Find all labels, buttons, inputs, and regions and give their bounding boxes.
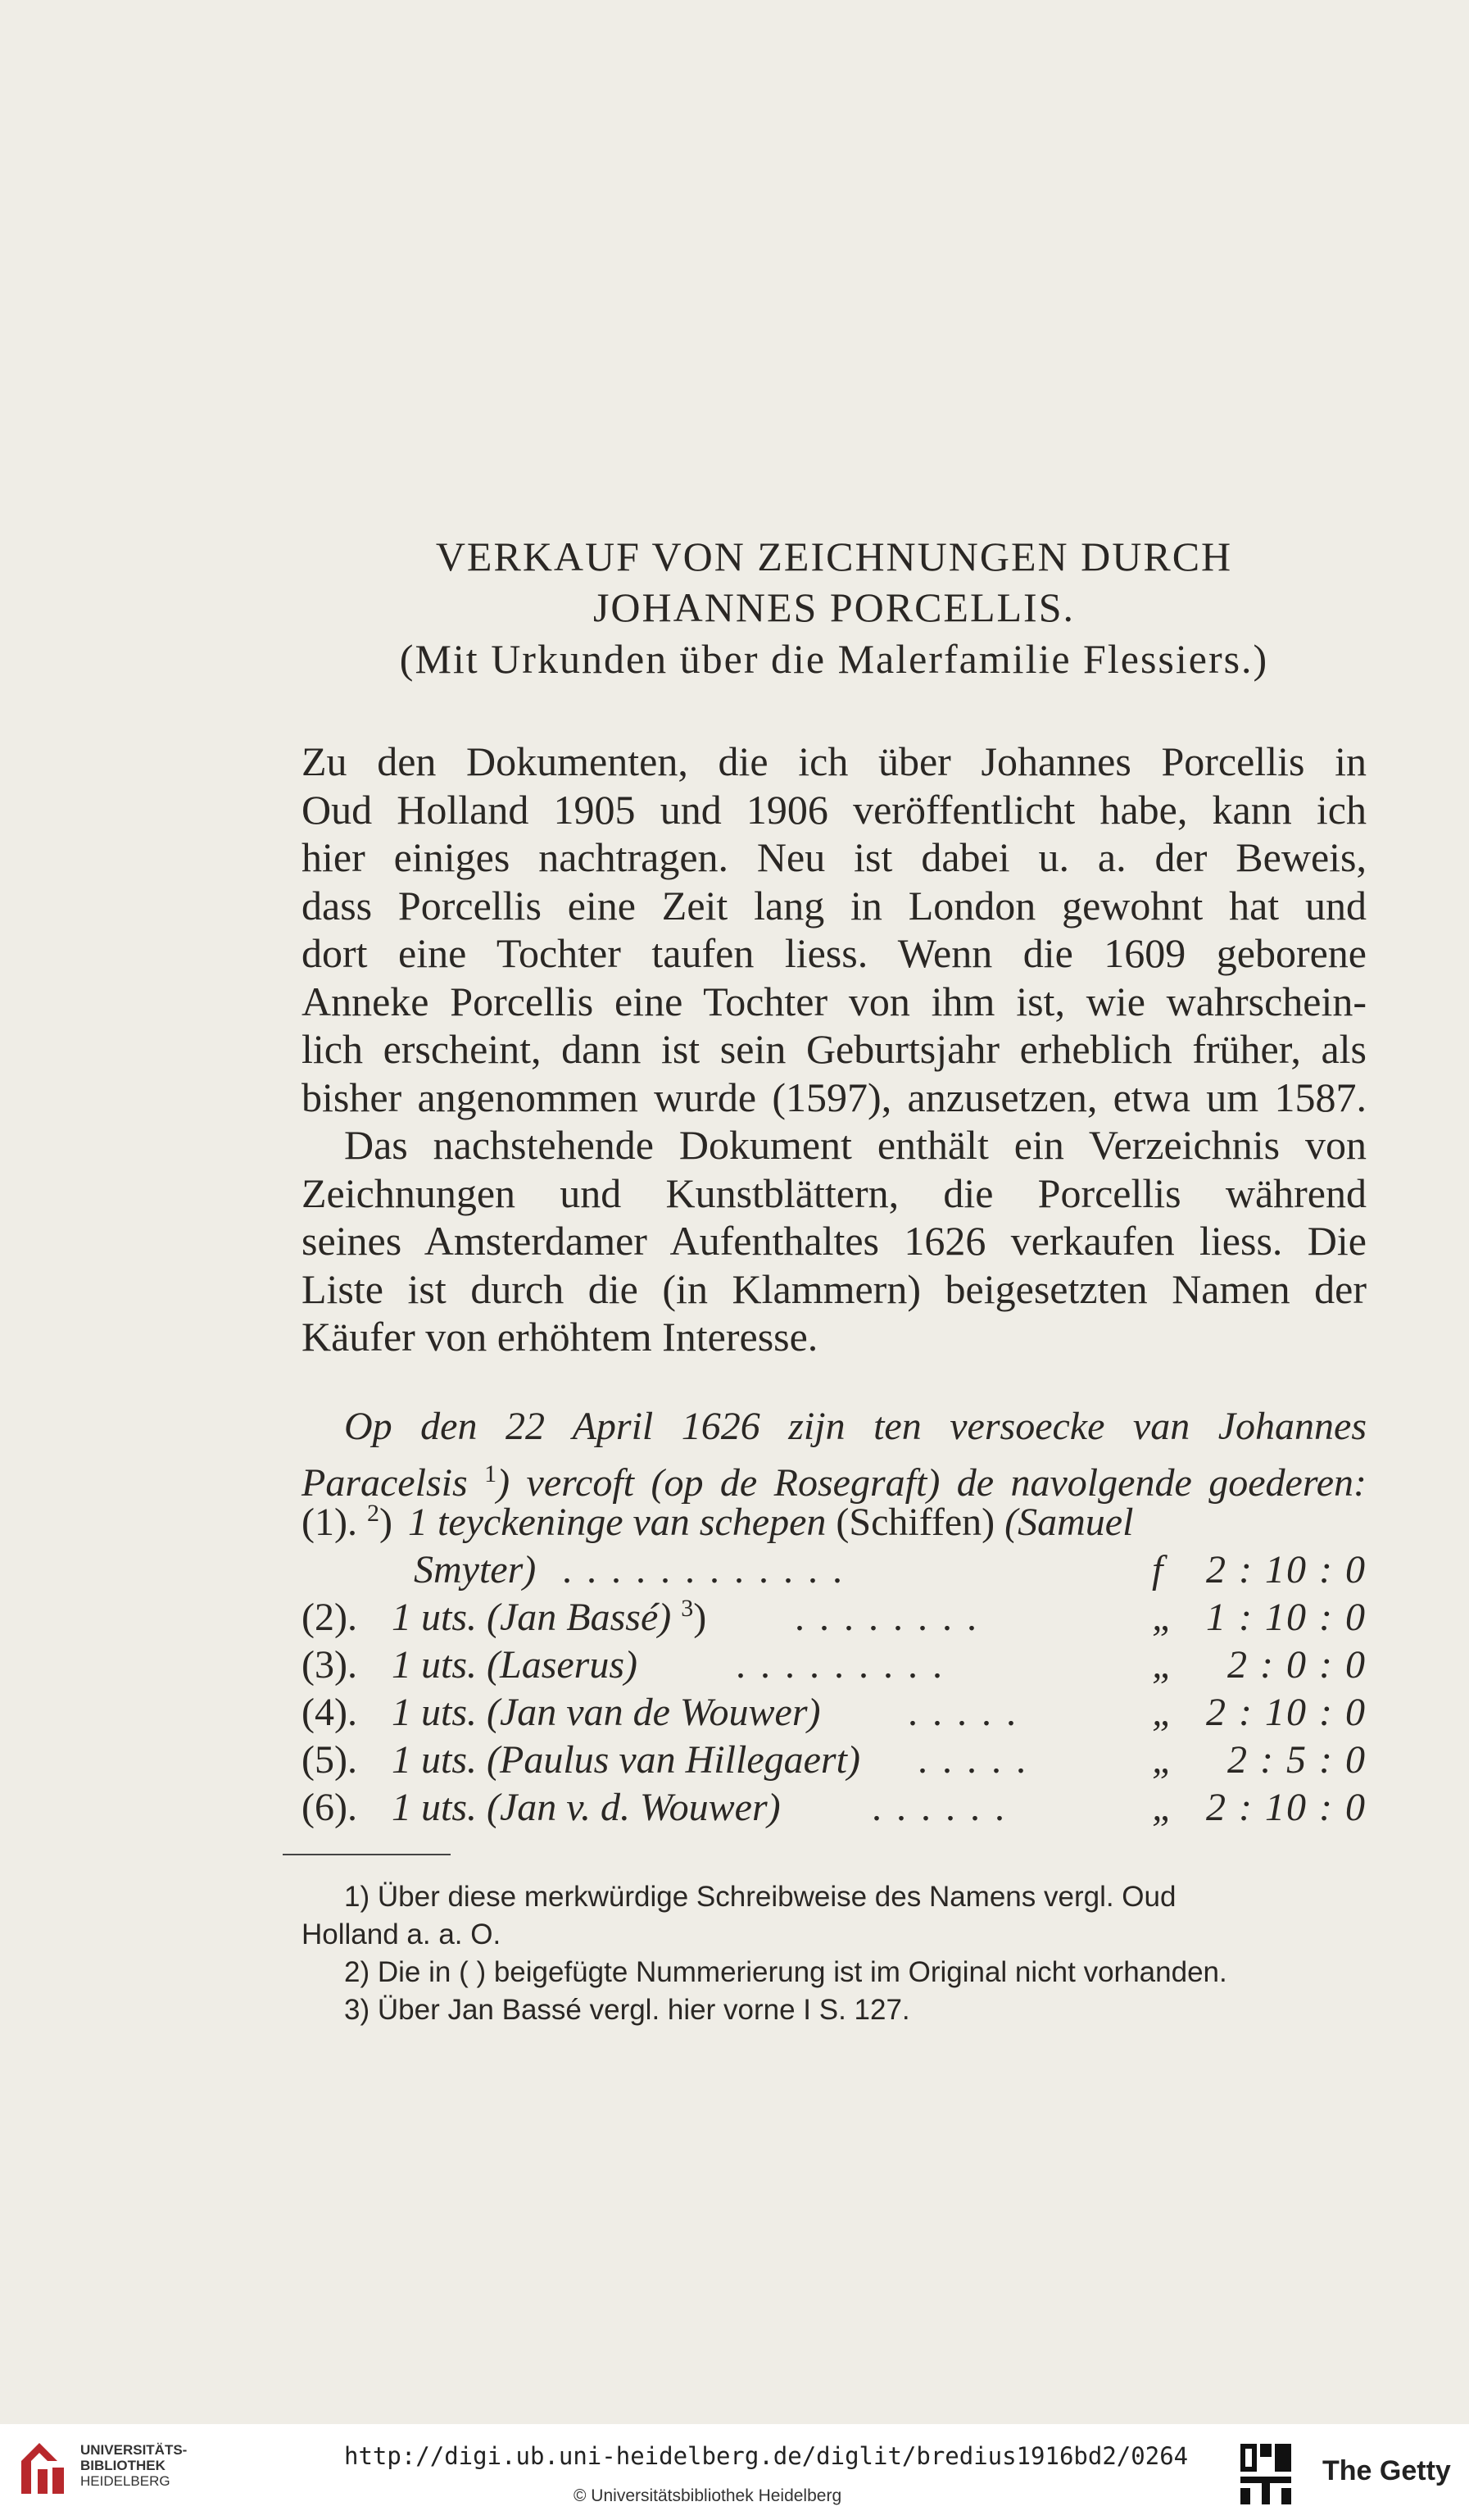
- item-number: (4).: [302, 1691, 357, 1734]
- item-number: (1). $^2$): [302, 1500, 392, 1544]
- list-item: [302, 1690, 1367, 1737]
- source-url-link[interactable]: http://digi.ub.uni-heidelberg.de/diglit/bredius1916bd2/0264: [344, 2442, 1189, 2470]
- item-number: (5).: [302, 1738, 357, 1782]
- text-line: Zeichnungen und Kunstblättern, die Porcellis während: [302, 1169, 1367, 1216]
- item-description: 1 uts. (Paulus van Hillegaert): [392, 1738, 860, 1782]
- list-item: [302, 1737, 1367, 1785]
- list-item: [302, 1642, 1367, 1690]
- amount: 2 : 0 : 0: [1227, 1643, 1367, 1687]
- footnote-ref: 1: [484, 1460, 497, 1487]
- amount: 2 : 10 : 0: [1206, 1548, 1367, 1591]
- item-number: (3).: [302, 1643, 357, 1687]
- text-line: Anneke Porcellis eine Tochter von ihm ist, wie wahrschein-: [302, 978, 1367, 1024]
- amount: 2 : 10 : 0: [1206, 1786, 1367, 1829]
- item-description: 1 uts. (Laserus): [392, 1643, 638, 1687]
- footnote: 1) Über diese merkwürdige Schreibweise des Namens vergl. Oud: [344, 1881, 1177, 1913]
- currency-mark: f: [1152, 1548, 1163, 1591]
- amount: 2 : 10 : 0: [1206, 1691, 1367, 1734]
- leader-dots: .....: [908, 1691, 1031, 1734]
- list-item: [302, 1785, 1367, 1832]
- getty-logo-icon: [1237, 2441, 1294, 2508]
- text-line: dass Porcellis eine Zeit lang in London gewohnt hat und: [302, 882, 1367, 929]
- text-line: seines Amsterdamer Aufenthaltes 1626 verkaufen liess. Die: [302, 1218, 1367, 1264]
- copyright-notice: © Universitätsbibliothek Heidelberg: [574, 2486, 842, 2505]
- text-line: hier einiges nachtragen. Neu ist dabei u. a. der Beweis,: [302, 834, 1367, 880]
- item-number: (6).: [302, 1786, 357, 1829]
- item-description: 1 uts. (Jan van de Wouwer): [392, 1691, 821, 1734]
- footnotes: [302, 1878, 1367, 2029]
- item-description: 1 uts. (Jan Bassé) $^3$): [392, 1595, 707, 1639]
- leader-dots: ........: [795, 1596, 991, 1639]
- currency-mark: „: [1152, 1596, 1174, 1639]
- text-line: Paracelsis $^1$) vercoft (op de Rosegraft) de navolgende goederen:: [302, 1460, 1367, 1505]
- item-description: 1 uts. (Jan v. d. Wouwer): [392, 1786, 781, 1829]
- text-line: lich erscheint, dann ist sein Geburtsjahr erheblich früher, als: [302, 1026, 1367, 1072]
- amount: 2 : 5 : 0: [1227, 1738, 1367, 1782]
- university-library-logo-icon: [15, 2436, 72, 2502]
- document-intro: [302, 1403, 1367, 1507]
- text-line: Zu den Dokumenten, die ich über Johannes Porcellis in: [302, 738, 1367, 784]
- footnote-continuation: Holland a. a. O.: [302, 1918, 501, 1950]
- paragraph-1: [302, 738, 1367, 1121]
- title-line-2: JOHANNES PORCELLIS.: [592, 584, 1076, 630]
- item-description: Smyter): [414, 1548, 537, 1591]
- text-line: Op den 22 April 1626 zijn ten versoecke van Johannes: [344, 1405, 1367, 1448]
- leader-dots: .....: [918, 1738, 1041, 1782]
- text-line: Käufer von erhöhtem Interesse.: [302, 1314, 818, 1360]
- item-description: 1 teyckeninge van schepen (Schiffen) (Samuel: [408, 1501, 1134, 1544]
- amount: 1 : 10 : 0: [1206, 1596, 1367, 1639]
- text-line: Das nachstehende Dokument enthält ein Verzeichnis von: [344, 1122, 1367, 1168]
- university-library-name: UNIVERSITÄTS- BIBLIOTHEK HEIDELBERG: [80, 2442, 188, 2489]
- item-number: (2).: [302, 1596, 357, 1639]
- footnote: 3) Über Jan Bassé vergl. hier vorne I S. 127.: [344, 1994, 910, 2026]
- text-line: Liste ist durch die (in Klammern) beigesetzten Namen der: [302, 1265, 1367, 1312]
- currency-mark: „: [1152, 1738, 1174, 1782]
- paragraph-2: [302, 1121, 1367, 1361]
- footnote-divider: [283, 1854, 451, 1855]
- leader-dots: ......: [872, 1786, 1019, 1829]
- text-line: bisher angenommen wurde (1597), anzusetzen, etwa um 1587.: [302, 1074, 1367, 1120]
- text-line: Oud Holland 1905 und 1906 veröffentlicht habe, kann ich: [302, 786, 1367, 833]
- leader-dots: .........: [736, 1643, 957, 1687]
- text-fragment: Paracelsis: [302, 1461, 468, 1505]
- footer-bar: [0, 2424, 1469, 2520]
- currency-mark: „: [1152, 1691, 1174, 1734]
- footnote: 2) Die in ( ) beigefügte Nummerierung ist im Original nicht vorhanden.: [344, 1956, 1227, 1988]
- list-item: [302, 1595, 1367, 1642]
- currency-mark: „: [1152, 1643, 1174, 1687]
- text-line: dort eine Tochter taufen liess. Wenn die 1609 geborene: [302, 930, 1367, 976]
- leader-dots: ............: [562, 1548, 857, 1591]
- text-fragment: vercoft (op de Rosegraft) de navolgende goederen:: [526, 1461, 1367, 1505]
- title-line-1: VERKAUF VON ZEICHNUNGEN DURCH: [435, 534, 1233, 579]
- list-item-continuation: [302, 1547, 1367, 1595]
- currency-mark: „: [1152, 1786, 1174, 1829]
- list-item: [302, 1500, 1367, 1547]
- title-line-3: (Mit Urkunden über die Malerfamilie Flessiers.): [399, 636, 1269, 682]
- getty-name: The Getty: [1322, 2455, 1451, 2486]
